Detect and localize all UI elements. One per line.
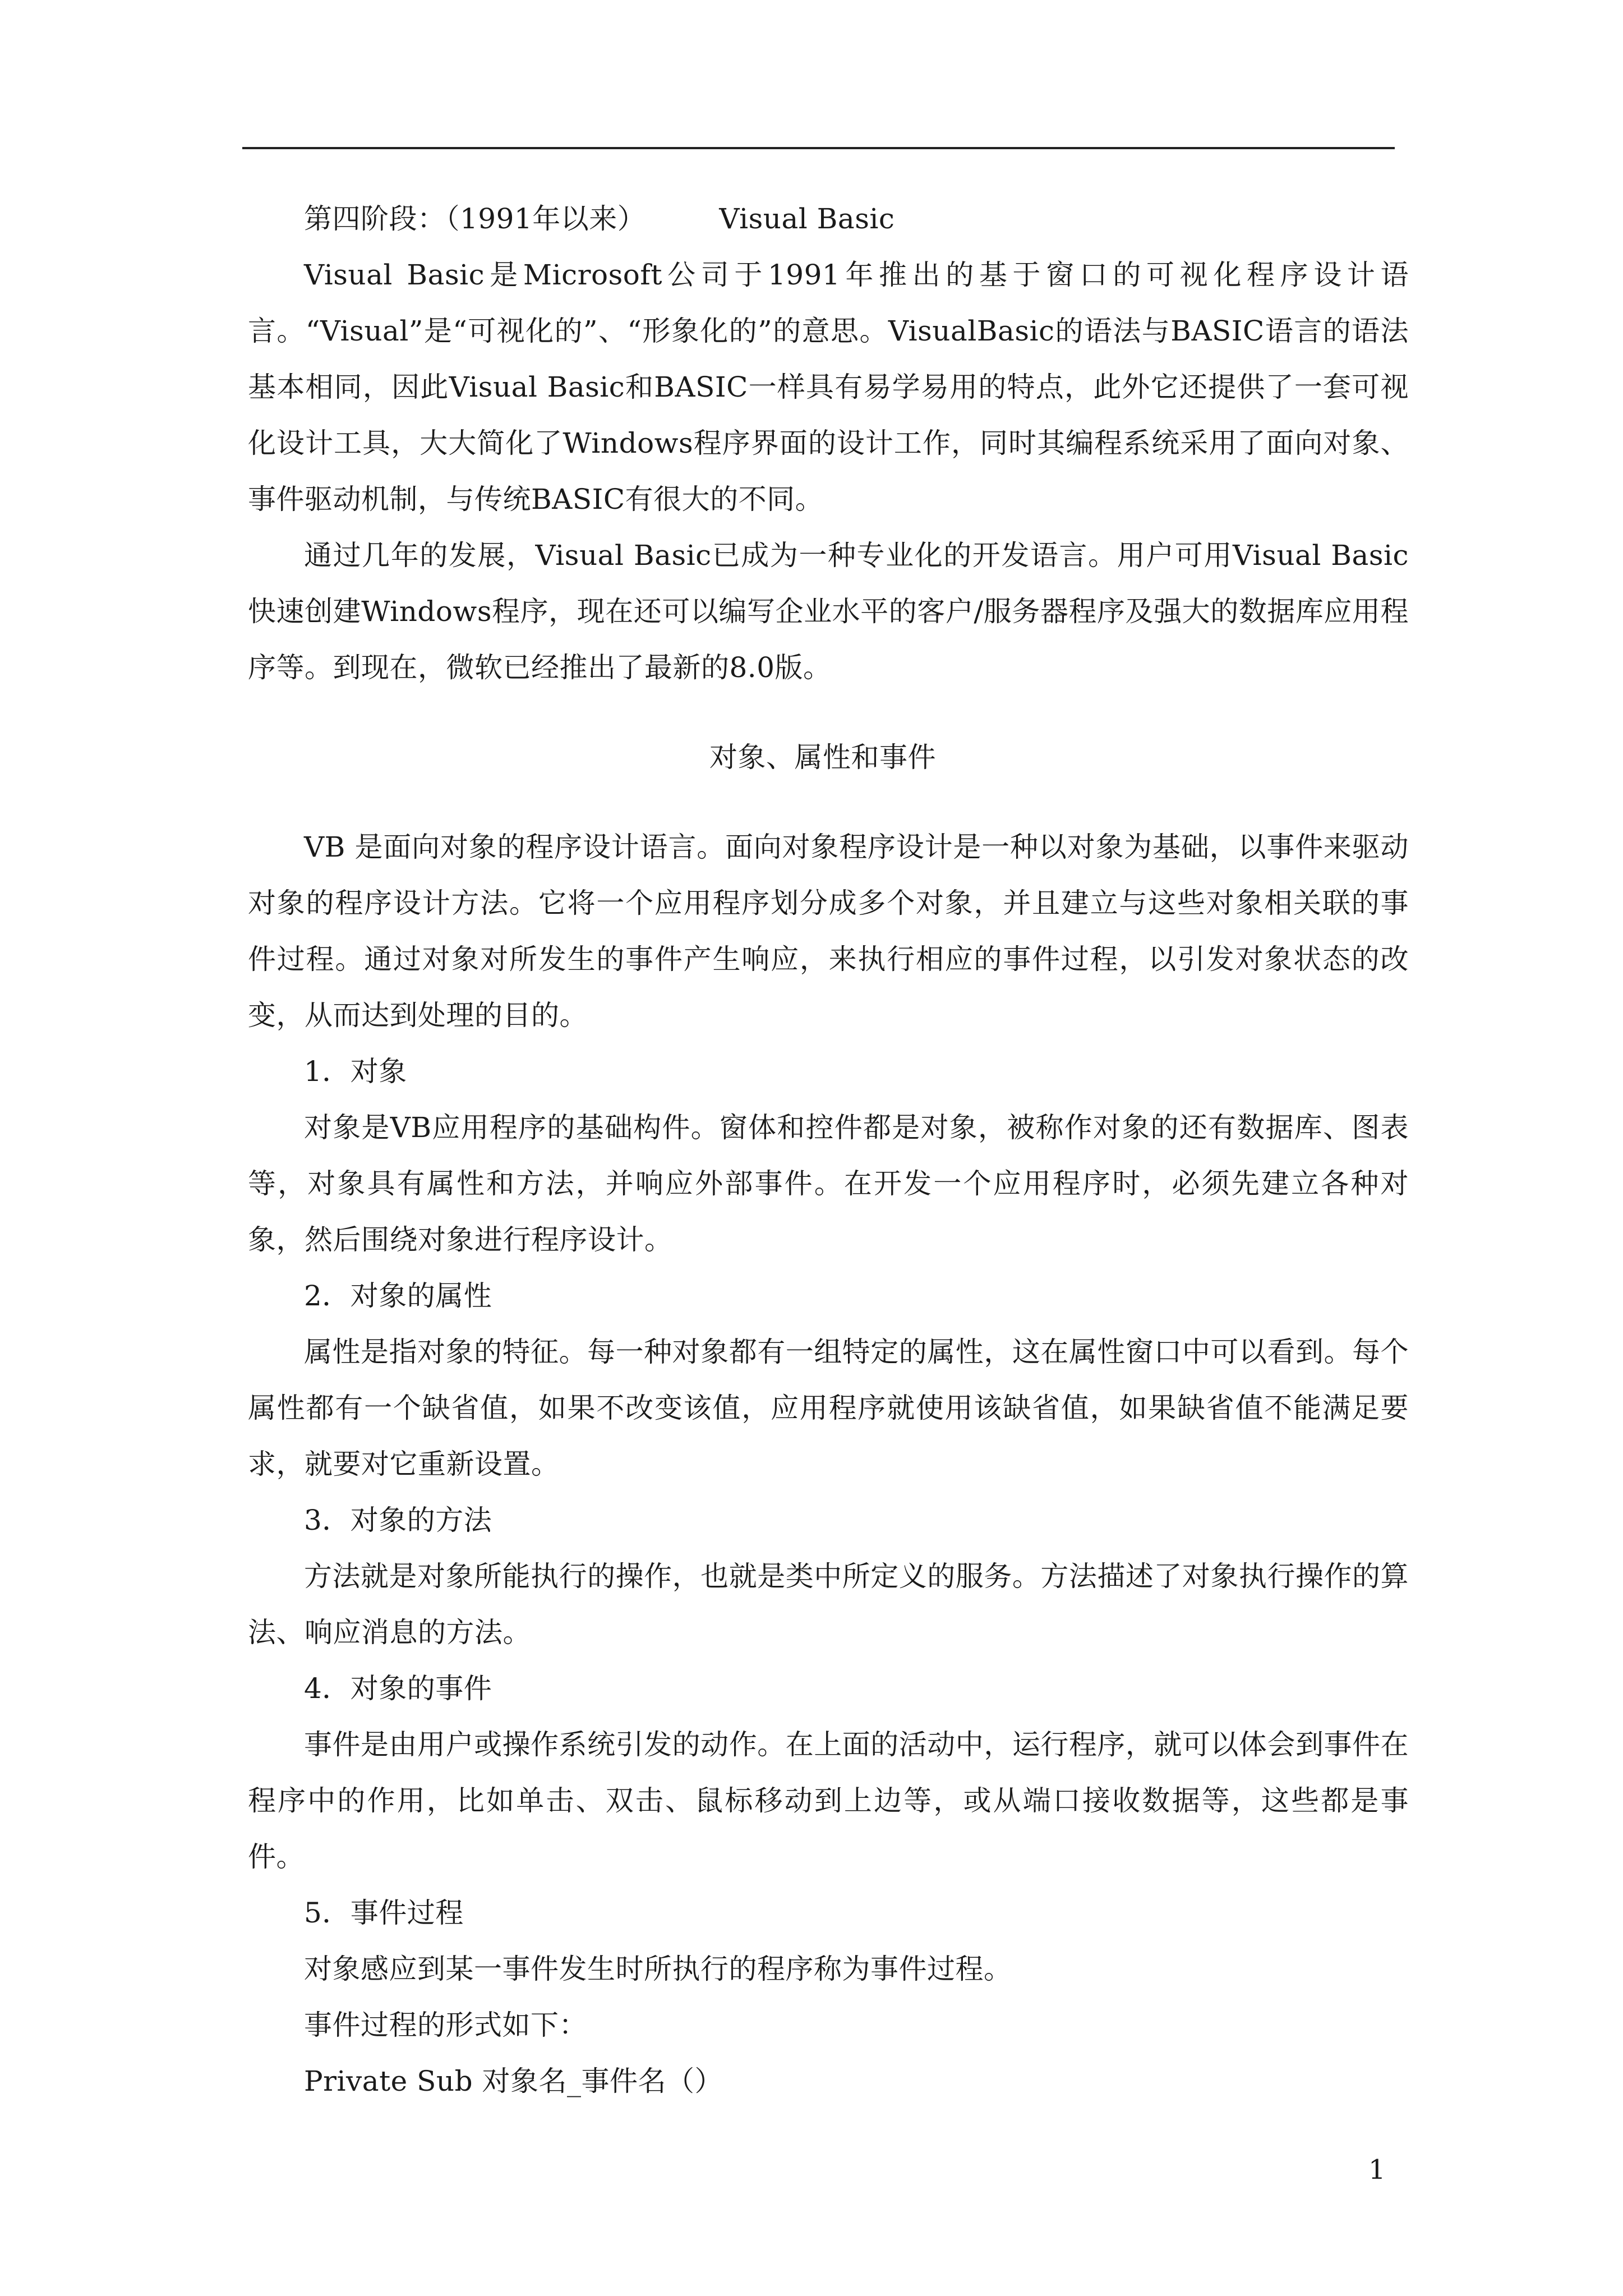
item-title: 5．事件过程 [304, 1897, 464, 1929]
section-intro: VB 是面向对象的程序设计语言。面向对象程序设计是一种以对象为基础，以事件来驱动对象的程序设计方法。它将一个应用程序划分成多个对象，并且建立与这些对象相关联的事件过程。通过对象对所发生的事件产生响应，来执行相应的事件过程，以引发对象状态的改变，从而达到处理的目的。 [248, 831, 1409, 1032]
item-title: 2．对象的属性 [304, 1280, 492, 1312]
header-rule [242, 147, 1395, 149]
item-title: 4．对象的事件 [304, 1672, 492, 1705]
event-form-label: 事件过程的形式如下： [304, 2009, 587, 2041]
item-text: 方法就是对象所能执行的操作，也就是类中所定义的服务。方法描述了对象执行操作的算法、响应消息的方法。 [248, 1560, 1409, 1649]
intro-paragraph: Visual Basic是Microsoft公司于1991年推出的基于窗口的可视化程序设计语言。“Visual”是“可视化的”、“形象化的”的意思。VisualBasic的语法与BASIC语言的语法基本相同，因此Visual Basic和BASIC一样具有易学易用的特点，此外它还提供了一套可视化设计工具，大大简化了Windows程序界面的设计工作，同时其编程系统采用了面向对象、事件驱动机制，与传统BASIC有很大的不同。 [248, 259, 1409, 516]
item-text: 对象感应到某一事件发生时所执行的程序称为事件过程。 [304, 1953, 1012, 1985]
section-title: 对象、属性和事件 [709, 741, 936, 774]
item-text: 事件是由用户或操作系统引发的动作。在上面的活动中，运行程序，就可以体会到事件在程序中的作用，比如单击、双击、鼠标移动到上边等，或从端口接收数据等，这些都是事件。 [248, 1728, 1409, 1873]
page-body [248, 191, 1409, 2109]
item-text: 属性是指对象的特征。每一种对象都有一组特定的属性，这在属性窗口中可以看到。每个属性都有一个缺省值，如果不改变该值，应用程序就使用该缺省值，如果缺省值不能满足要求，就要对它重新设置。 [248, 1336, 1409, 1480]
item-text: 对象是VB应用程序的基础构件。窗体和控件都是对象，被称作对象的还有数据库、图表等，对象具有属性和方法，并响应外部事件。在开发一个应用程序时，必须先建立各种对象，然后围绕对象进行程序设计。 [248, 1111, 1409, 1256]
page-number: 1 [1368, 2154, 1386, 2185]
code-line: Private Sub 对象名_事件名（） [304, 2065, 723, 2097]
intro-paragraph: 通过几年的发展，Visual Basic已成为一种专业化的开发语言。用户可用Visual Basic快速创建Windows程序，现在还可以编写企业水平的客户/服务器程序及强大的数据库应用程序等。到现在，微软已经推出了最新的8.0版。 [248, 539, 1409, 684]
stage-heading: 第四阶段：（1991年以来） Visual Basic [304, 203, 895, 235]
item-title: 1．对象 [304, 1055, 407, 1088]
item-title: 3．对象的方法 [304, 1504, 492, 1536]
